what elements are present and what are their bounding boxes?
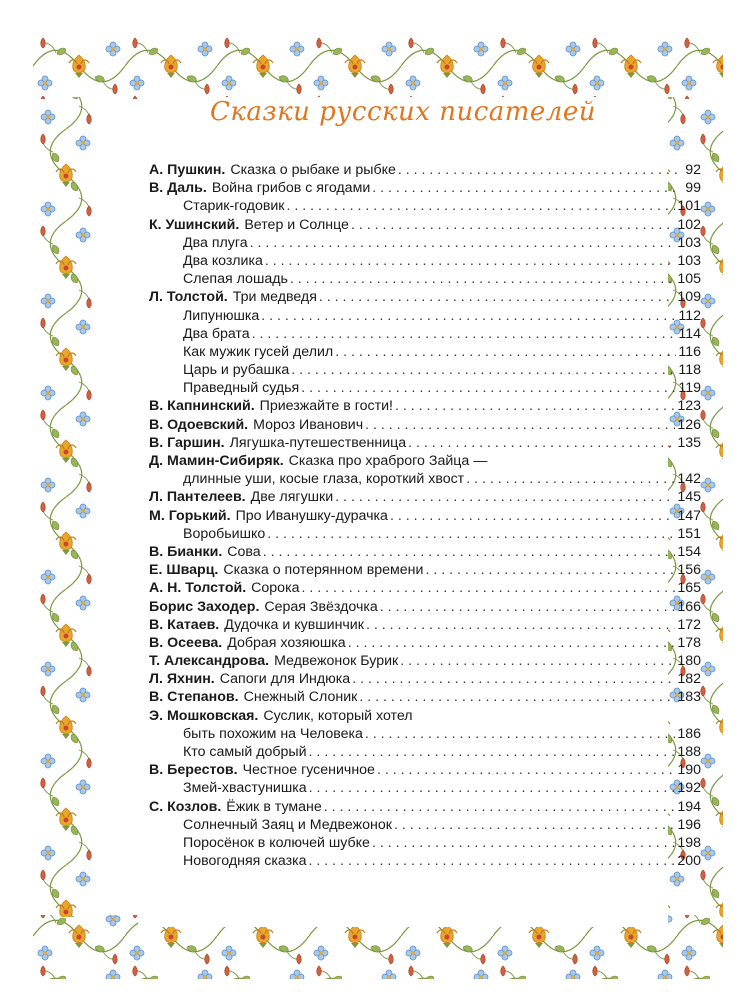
toc-title: Слепая лошадь: [183, 271, 288, 288]
toc-title: Сказка про храброго Зайца —: [288, 453, 488, 469]
toc-title: Ветер и Солнце: [244, 216, 349, 233]
toc-author: С. Козлов.: [149, 798, 222, 815]
toc-page-number: 166: [677, 598, 701, 615]
toc-dot-leader: [309, 852, 676, 870]
toc-entry: [149, 561, 701, 579]
toc-page-number: 116: [678, 343, 701, 360]
toc-page-number: 118: [678, 362, 701, 379]
toc-title: Липунюшка: [183, 307, 260, 324]
toc-dot-leader: [291, 361, 676, 379]
toc-dot-leader: [335, 488, 675, 506]
toc-page-number: 183: [677, 689, 701, 706]
toc-entry: [149, 688, 701, 706]
toc-title: Сова: [227, 543, 261, 560]
toc-page-number: 192: [677, 780, 701, 797]
toc-page-number: 154: [677, 543, 701, 560]
toc-entry: [149, 579, 701, 597]
toc-page-number: 178: [677, 634, 701, 651]
toc-page-number: 198: [677, 834, 701, 851]
toc-title: Война грибов с ягодами: [211, 180, 371, 197]
toc-entry: [149, 543, 701, 561]
toc-page-number: 114: [678, 325, 701, 342]
toc-title: Солнечный Заяц и Медвежонок: [183, 816, 392, 833]
toc-author: М. Горький.: [149, 507, 231, 524]
toc-entry: [149, 707, 701, 725]
toc-entry: [149, 416, 701, 434]
toc-title: Суслик, который хотел: [263, 707, 413, 724]
toc-title: Серая Звёздочка: [264, 598, 378, 615]
page-title: Сказки русских писателей: [210, 97, 596, 127]
toc-title: Новогодняя сказка: [183, 853, 307, 870]
toc-entry: [149, 852, 701, 870]
toc-title: Три медведя: [232, 289, 317, 306]
toc-dot-leader: [267, 525, 675, 543]
toc-author: В. Степанов.: [149, 689, 239, 706]
toc-author: А. Пушкин.: [149, 162, 226, 178]
toc-dot-leader: [252, 325, 677, 343]
toc-author: Л. Яхнин.: [149, 671, 215, 688]
toc-dot-leader: [372, 179, 677, 197]
toc-page-number: 147: [677, 507, 701, 524]
toc-dot-leader: [372, 834, 675, 852]
toc-dot-leader: [394, 816, 675, 834]
toc-author: Т. Александрова.: [149, 653, 270, 670]
toc-author: Э. Мошковская.: [149, 707, 259, 724]
toc-title: Медвежонок Бурик: [274, 653, 399, 670]
toc-dot-leader: [365, 416, 675, 434]
toc-dot-leader: [265, 252, 675, 270]
toc-entry: [149, 634, 701, 652]
toc-entry: [149, 325, 701, 343]
toc-dot-leader: [261, 307, 676, 325]
toc-author: В. Гаршин.: [149, 434, 225, 451]
toc-entry: [149, 452, 701, 470]
toc-page-number: 105: [677, 271, 701, 288]
table-of-contents: [149, 161, 701, 870]
toc-entry: [149, 779, 701, 797]
toc-title: Добрая хозяюшка: [227, 634, 346, 651]
toc-page-number: 119: [678, 380, 701, 397]
toc-title: Мороз Иванович: [253, 416, 364, 433]
toc-title: Два козлика: [183, 252, 263, 269]
toc-title: Сказка о потерянном времени: [223, 562, 424, 579]
toc-dot-leader: [408, 434, 675, 452]
toc-entry: [149, 179, 701, 197]
toc-page-number: 109: [677, 289, 701, 306]
toc-title: Сказка о рыбаке и рыбке: [230, 162, 396, 178]
toc-entry: [149, 470, 701, 488]
toc-panel: [138, 97, 701, 927]
toc-dot-leader: [287, 197, 676, 215]
toc-page-number: 135: [677, 434, 701, 451]
toc-page-number: 180: [677, 653, 701, 670]
toc-page-number: 194: [677, 798, 701, 815]
toc-title: Сорока: [251, 580, 300, 597]
toc-entry: [149, 507, 701, 525]
toc-title: Две лягушки: [250, 489, 334, 506]
toc-title: Старик-годовик: [183, 198, 285, 215]
toc-entry: [149, 616, 701, 634]
toc-title: Ёжик в тумане: [226, 798, 322, 815]
toc-title: Праведный судья: [183, 380, 300, 397]
toc-entry: [149, 343, 701, 361]
toc-author: В. Бианки.: [149, 543, 223, 560]
toc-title: Поросёнок в колючей шубке: [183, 834, 370, 851]
toc-page-number: 142: [677, 471, 701, 488]
toc-author: К. Ушинский.: [149, 216, 240, 233]
toc-page-number: 165: [677, 580, 701, 597]
toc-title: Честное гусеничное: [242, 762, 375, 779]
toc-dot-leader: [377, 761, 675, 779]
toc-dot-leader: [324, 798, 676, 816]
toc-author: В. Осеева.: [149, 634, 223, 651]
toc-title: Сапоги для Индюка: [219, 671, 351, 688]
toc-page-number: 172: [677, 616, 701, 633]
toc-author: В. Капнинский.: [149, 398, 255, 415]
toc-dot-leader: [395, 397, 675, 415]
toc-title: Снежный Слоник: [243, 689, 358, 706]
toc-page-number: 99: [685, 180, 701, 197]
toc-dot-leader: [309, 743, 676, 761]
toc-entry: [149, 816, 701, 834]
toc-page-number: 188: [677, 744, 701, 760]
toc-dot-leader: [309, 779, 676, 797]
toc-dot-leader: [319, 288, 675, 306]
toc-author: В. Берестов.: [149, 762, 238, 779]
toc-dot-leader: [301, 379, 676, 397]
toc-entry: [149, 743, 701, 761]
toc-page-number: 103: [677, 252, 701, 269]
toc-dot-leader: [335, 343, 676, 361]
toc-page-number: 145: [677, 489, 701, 506]
toc-page-number: 190: [677, 762, 701, 779]
toc-entry: [149, 161, 701, 179]
toc-entry: [149, 434, 701, 452]
toc-page-number: 182: [677, 671, 701, 688]
toc-page-number: 102: [677, 216, 701, 233]
toc-entry: [149, 307, 701, 325]
toc-dot-leader: [290, 270, 675, 288]
toc-author: Борис Заходер.: [149, 598, 260, 615]
toc-page-number: 186: [677, 725, 701, 742]
toc-dot-leader: [380, 598, 676, 616]
toc-author: В. Катаев.: [149, 616, 220, 633]
toc-entry: [149, 288, 701, 306]
toc-title: Змей-хвастунишка: [183, 780, 307, 797]
toc-author: Д. Мамин-Сибиряк.: [149, 453, 284, 469]
toc-page-number: 151: [677, 525, 701, 542]
toc-title: быть похожим на Человека: [183, 725, 363, 742]
toc-author: В. Одоевский.: [149, 416, 249, 433]
toc-page-number: 196: [677, 816, 701, 833]
toc-title: длинные уши, косые глаза, короткий хвост: [183, 471, 465, 488]
toc-page-number: 156: [677, 562, 701, 579]
toc-entry: [149, 216, 701, 234]
toc-author: Л. Пантелеев.: [149, 489, 246, 506]
toc-entry: [149, 397, 701, 415]
toc-author: В. Даль.: [149, 180, 207, 197]
toc-entry: [149, 834, 701, 852]
toc-page-number: 112: [678, 307, 701, 324]
toc-dot-leader: [351, 216, 675, 234]
toc-author: Е. Шварц.: [149, 562, 219, 579]
toc-dot-leader: [366, 616, 675, 634]
toc-entry: [149, 234, 701, 252]
toc-dot-leader: [365, 725, 675, 743]
toc-dot-leader: [359, 688, 675, 706]
toc-entry: [149, 197, 701, 215]
toc-page-number: 101: [677, 198, 701, 215]
toc-entry: [149, 725, 701, 743]
toc-entry: [149, 525, 701, 543]
toc-title: Воробьишко: [183, 525, 266, 542]
toc-page-number: 123: [677, 398, 701, 415]
toc-title: Два брата: [183, 325, 250, 342]
toc-entry: [149, 761, 701, 779]
toc-entry: [149, 670, 701, 688]
toc-dot-leader: [301, 579, 675, 597]
toc-page-number: 103: [677, 234, 701, 251]
toc-entry: [149, 270, 701, 288]
toc-page-number: 200: [677, 853, 701, 870]
toc-title: Приезжайте в гости!: [259, 398, 393, 415]
toc-author: Л. Толстой.: [149, 289, 228, 306]
toc-dot-leader: [400, 652, 675, 670]
toc-dot-leader: [398, 161, 677, 179]
toc-dot-leader: [390, 507, 675, 525]
toc-entry: [149, 652, 701, 670]
toc-title: Два плуга: [183, 234, 248, 251]
toc-title: Дудочка и кувшинчик: [224, 616, 364, 633]
toc-page-number: 126: [677, 416, 701, 433]
page-frame: [33, 37, 723, 979]
toc-dot-leader: [352, 670, 675, 688]
toc-title: Про Иванушку-дурачка: [235, 507, 388, 524]
toc-title: Царь и рубашка: [183, 362, 290, 379]
toc-page-number: 92: [685, 162, 701, 178]
toc-entry: [149, 598, 701, 616]
toc-entry: [149, 488, 701, 506]
toc-entry: [149, 379, 701, 397]
toc-dot-leader: [348, 634, 676, 652]
toc-dot-leader: [263, 543, 676, 561]
toc-entry: [149, 361, 701, 379]
toc-dot-leader: [466, 470, 675, 488]
toc-author: А. Н. Толстой.: [149, 580, 247, 597]
toc-entry: [149, 252, 701, 270]
toc-title: Как мужик гусей делил: [183, 343, 334, 360]
toc-dot-leader: [425, 561, 675, 579]
toc-entry: [149, 798, 701, 816]
toc-dot-leader: [250, 234, 676, 252]
toc-title: Лягушка-путешественница: [229, 434, 407, 451]
toc-title: Кто самый добрый: [183, 744, 307, 760]
